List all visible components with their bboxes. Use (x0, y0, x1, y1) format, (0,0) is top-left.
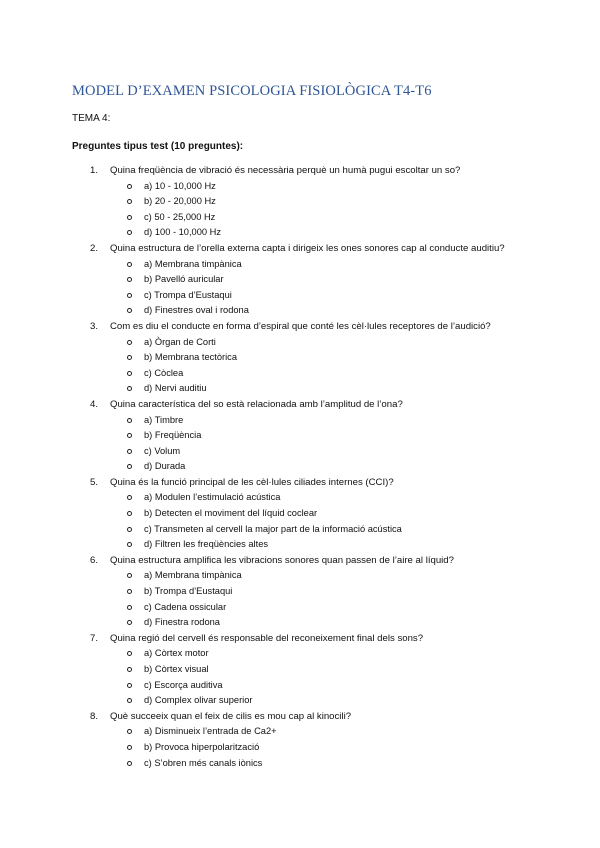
question-line (0, 475, 600, 491)
question-text: Quina és la funció principal de les cèl·lules ciliades internes (CCI)? (110, 476, 394, 488)
answer-option (0, 506, 600, 522)
question-number: 7. (90, 632, 99, 644)
answer-option (0, 272, 600, 288)
answer-option (0, 303, 600, 319)
answer-option (0, 740, 600, 756)
question-text: Quina característica del so està relacionada amb l’amplitud de l’ona? (110, 398, 403, 410)
option-text: a) Disminueix l’entrada de Ca2+ (144, 726, 277, 737)
question-item (0, 163, 600, 241)
option-text: c) Trompa d’Eustaqui (144, 289, 232, 300)
answer-option (0, 257, 600, 273)
question-number: 5. (90, 476, 99, 488)
circle-bullet-icon (127, 495, 132, 500)
option-text: b) Detecten el moviment del líquid coclear (144, 508, 318, 519)
option-text: d) 100 - 10,000 Hz (144, 227, 222, 238)
question-line (0, 319, 600, 335)
circle-bullet-icon (127, 464, 132, 469)
option-list (0, 568, 600, 630)
option-list (0, 335, 600, 397)
circle-bullet-icon (127, 605, 132, 610)
option-text: b) 20 - 20,000 Hz (144, 196, 216, 207)
question-line (0, 241, 600, 257)
option-text: c) Escorça auditiva (144, 679, 223, 690)
circle-bullet-icon (127, 262, 132, 267)
question-item (0, 397, 600, 475)
question-number: 3. (90, 320, 99, 332)
question-item (0, 709, 600, 771)
circle-bullet-icon (127, 651, 132, 656)
option-text: a) Timbre (144, 414, 184, 425)
answer-option (0, 724, 600, 740)
option-list (0, 413, 600, 475)
answer-option (0, 381, 600, 397)
option-text: d) Durada (144, 461, 186, 472)
circle-bullet-icon (127, 386, 132, 391)
answer-option (0, 288, 600, 304)
circle-bullet-icon (127, 511, 132, 516)
option-text: a) Modulen l’estimulació acústica (144, 492, 281, 503)
answer-option (0, 459, 600, 475)
option-text: d) Filtren les freqüències altes (144, 539, 269, 550)
answer-option (0, 413, 600, 429)
document-title: MODEL D’EXAMEN PSICOLOGIA FISIOLÒGICA T4-T6 (72, 83, 432, 99)
question-line (0, 553, 600, 569)
circle-bullet-icon (127, 527, 132, 532)
circle-bullet-icon (127, 683, 132, 688)
circle-bullet-icon (127, 433, 132, 438)
question-text: Quina estructura de l’orella externa capta i dirigeix les ones sonores cap al conducte auditiu? (110, 242, 505, 254)
option-text: a) Membrana timpànica (144, 258, 242, 269)
question-number: 1. (90, 165, 99, 176)
circle-bullet-icon (127, 449, 132, 454)
option-text: c) S’obren més canals iònics (144, 757, 263, 768)
option-text: c) 50 - 25,000 Hz (144, 211, 216, 222)
option-list (0, 724, 600, 771)
option-text: d) Nervi auditiu (144, 383, 207, 394)
option-list (0, 646, 600, 708)
circle-bullet-icon (127, 371, 132, 376)
question-line (0, 709, 600, 725)
circle-bullet-icon (127, 589, 132, 594)
circle-bullet-icon (127, 620, 132, 625)
answer-option (0, 335, 600, 351)
intro-text: Preguntes tipus test (10 preguntes): (72, 141, 244, 152)
option-list (0, 179, 600, 241)
answer-option (0, 600, 600, 616)
answer-option (0, 537, 600, 553)
question-text: Què succeeix quan el feix de cilis es mou cap al kinocili? (110, 710, 352, 722)
question-item (0, 319, 600, 397)
circle-bullet-icon (127, 199, 132, 204)
question-text: Quina regió del cervell és responsable del reconeixement final dels sons? (110, 632, 424, 644)
circle-bullet-icon (127, 355, 132, 360)
option-text: b) Provoca hiperpolarització (144, 741, 260, 752)
circle-bullet-icon (127, 573, 132, 578)
answer-option (0, 350, 600, 366)
answer-option (0, 678, 600, 694)
question-list (0, 163, 600, 771)
answer-option (0, 210, 600, 226)
option-text: b) Pavelló auricular (144, 274, 224, 285)
answer-option (0, 662, 600, 678)
circle-bullet-icon (127, 745, 132, 750)
question-line (0, 397, 600, 413)
answer-option (0, 490, 600, 506)
circle-bullet-icon (127, 230, 132, 235)
option-text: c) Còclea (144, 367, 184, 378)
circle-bullet-icon (127, 184, 132, 189)
answer-option (0, 756, 600, 772)
option-text: d) Complex olivar superior (144, 695, 253, 706)
option-text: a) Còrtex motor (144, 648, 209, 659)
question-text: Com es diu el conducte en forma d’espiral que conté les cèl·lules receptores de l’audició? (110, 320, 491, 332)
option-text: b) Trompa d’Eustaqui (144, 586, 233, 597)
answer-option (0, 179, 600, 195)
circle-bullet-icon (127, 418, 132, 423)
circle-bullet-icon (127, 340, 132, 345)
option-text: d) Finestra rodona (144, 617, 220, 628)
circle-bullet-icon (127, 293, 132, 298)
answer-option (0, 444, 600, 460)
answer-option (0, 584, 600, 600)
circle-bullet-icon (127, 542, 132, 547)
question-number: 8. (90, 710, 99, 722)
circle-bullet-icon (127, 308, 132, 313)
answer-option (0, 646, 600, 662)
option-text: c) Cadena ossicular (144, 601, 227, 612)
option-text: d) Finestres oval i rodona (144, 305, 249, 316)
answer-option (0, 568, 600, 584)
option-list (0, 257, 600, 319)
question-item (0, 241, 600, 319)
question-number: 4. (90, 398, 99, 410)
question-line (0, 163, 600, 179)
answer-option (0, 693, 600, 709)
option-text: a) Membrana timpànica (144, 570, 242, 581)
answer-option (0, 428, 600, 444)
answer-option (0, 194, 600, 210)
question-item (0, 553, 600, 631)
question-text: Quina freqüència de vibració és necessària perquè un humà pugui escoltar un so? (110, 165, 461, 176)
option-text: a) 10 - 10,000 Hz (144, 180, 216, 191)
option-text: c) Transmeten al cervell la major part de la informació acústica (144, 523, 402, 534)
circle-bullet-icon (127, 698, 132, 703)
circle-bullet-icon (127, 277, 132, 282)
question-number: 2. (90, 242, 99, 254)
option-text: b) Membrana tectòrica (144, 352, 238, 363)
option-text: c) Volum (144, 445, 181, 456)
question-line (0, 631, 600, 647)
question-item (0, 475, 600, 553)
option-text: b) Còrtex visual (144, 664, 209, 674)
answer-option (0, 615, 600, 631)
answer-option (0, 366, 600, 382)
section-heading: TEMA 4: (72, 113, 111, 124)
question-number: 6. (90, 554, 99, 566)
answer-option (0, 225, 600, 241)
option-text: a) Òrgan de Corti (144, 336, 216, 347)
question-text: Quina estructura amplifica les vibracions sonores quan passen de l’aire al líquid? (110, 554, 454, 566)
circle-bullet-icon (127, 667, 132, 672)
circle-bullet-icon (127, 729, 132, 734)
option-text: b) Freqüència (144, 430, 202, 441)
circle-bullet-icon (127, 761, 132, 766)
option-list (0, 490, 600, 552)
circle-bullet-icon (127, 215, 132, 220)
answer-option (0, 522, 600, 538)
question-item (0, 631, 600, 709)
